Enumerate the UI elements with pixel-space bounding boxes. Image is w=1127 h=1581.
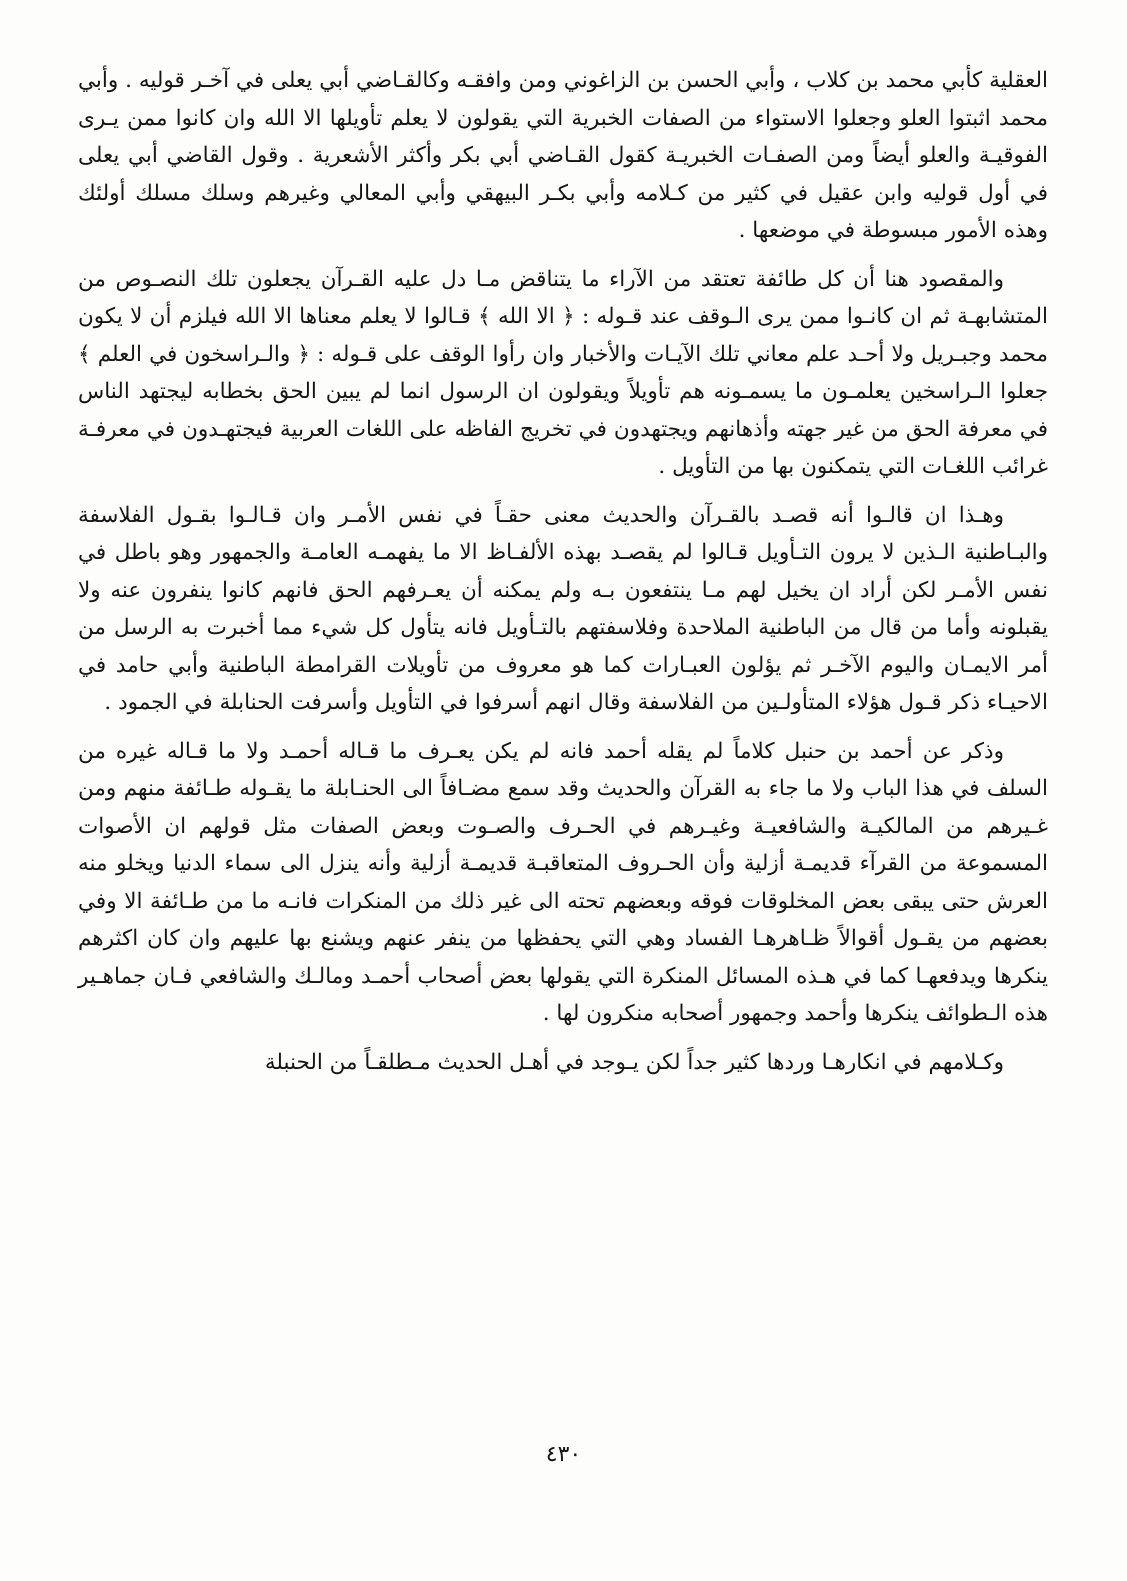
paragraph-5: وكـلامهم في انكارهـا وردها كثير جداً لكن يـوجد في أهـل الحديث مـطلقـاً من الحنبلة — [264, 1049, 1004, 1075]
body-text — [78, 62, 1048, 1092]
paragraph-2: والمقصود هنا أن كل طائفة تعتقد من الآراء ما يتناقض مـا دل عليه القـرآن يجعلون تلك النصـوص من المتشابهـة ثم ان كانـوا ممن يرى الـوقف عند قـوله : ﴿ الا الله ﴾ قـالوا لا يعلم معناها الا الله فيلزم أن لا يكون محمد وجبـريل ولا أحـد علم معاني تلك الآيـات والأخبار وان رأوا الوقف على قـوله : ﴿ والـراسخون في العلم ﴾ جعلوا الـراسخين يعلمـون ما يسمـونه هم تأويلاً ويقولون ان الرسول انما لم يبين الحق بخطابه ليجتهد الناس في معرفة الحق من غير جهته وأذهانهم ويجتهدون في تخريج الفاظه على اللغات العربية فيجتهـدون في معرفـة غرائب اللغـات التي يتمكنون بها من التأويل . — [78, 266, 1048, 479]
page-number: ٤٣٠ — [545, 1442, 582, 1467]
paragraph-3: وهـذا ان قالـوا أنه قصـد بالقـرآن والحديث معنى حقـاً في نفس الأمـر وان قـالـوا بقـول الفلاسفة والبـاطنية الـذين لا يرون التـأويل قـالوا لم يقصـد بهذه الألفـاظ الا ما يفهمـه العامـة والجمهور وهو باطل في نفس الأمـر لكن أراد ان يخيل لهم مـا ينتفعون بـه ولم يمكنه أن يعـرفهم الحق فانهم كانوا ينفرون عنه ولا يقبلونه وأما من قال من الباطنية الملاحدة وفلاسفتهم بالتـأويل فانه يتأول كل شيء مما أخبرت به الرسل من أمر الايمـان واليوم الآخـر ثم يؤلون العبـارات كما هو معروف من تأويلات القرامطة الباطنية وأبي حامد في الاحيـاء ذكر قـول هؤلاء المتأولـين من الفلاسفة وقال انهم أسرفوا في التأويل وأسرفت الحنابلة في الجمود . — [78, 502, 1048, 715]
paragraph-4: وذكر عن أحمد بن حنبل كلاماً لم يقله أحمد فانه لم يكن يعـرف ما قـاله أحمـد ولا ما قـاله غيره من السلف في هذا الباب ولا ما جاء به القرآن والحديث وقد سمع مضـافاً الى الحنـابلة ما يقـوله طـائفة منهم ومن غـيرهم من المالكيـة والشافعيـة وغيـرهم في الحـرف والصـوت وبعض الصفات مثل قولهم ان الأصوات المسموعة من القرآء قديمـة أزلية وأن الحـروف المتعاقبـة قديمـة أزلية وأنه ينزل الى سماء الدنيا ويخلو منه العرش حتى يبقى بعض المخلوقات فوقه وبعضهم تحته الى غير ذلك من المنكرات فانـه ما من طـائفة الا وفي بعضهم من يقـول أقوالاً ظـاهرهـا الفساد وهي التي يحفظها من ينفر عنهم ويشنع بها عليهم وان كان اكثرهم ينكرها ويدفعهـا كما في هـذه المسائل المنكرة التي يقولها بعض أصحاب أحمـد ومالـك والشافعي فـان جماهـير هذه الـطوائف ينكرها وأحمد وجمهور أصحابه منكرون لها . — [78, 738, 1048, 1026]
paragraph-1: العقلية كأبي محمد بن كلاب ، وأبي الحسن بن الزاغوني ومن وافقـه وكالقـاضي أبي يعلى في آخـر قوليه . وأبي محمد اثبتوا العلو وجعلوا الاستواء من الصفات الخبرية التي يقولون لا يعلم تأويلها الا الله وان كانوا ممن يـرى الفوقيـة والعلو أيضاً ومن الصفـات الخبريـة كقول القـاضي أبي بكر وأكثر الأشعرية . وقول القاضي أبي يعلى في أول قوليه وابن عقيل في كثير من كـلامه وأبي بكـر البيهقي وأبي المعالي وغيرهم وسلك مسلك أولئك وهذه الأمور مبسوطة في موضعها . — [78, 68, 1048, 243]
